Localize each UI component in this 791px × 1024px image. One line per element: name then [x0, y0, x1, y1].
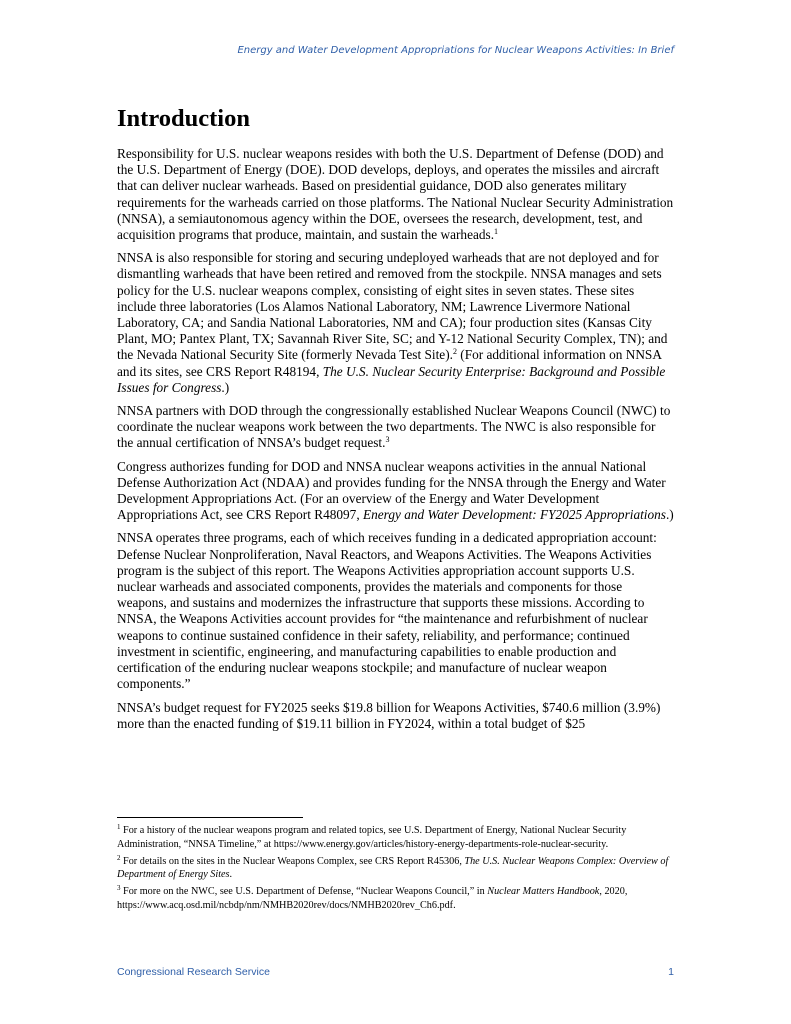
footnote-1-text: For a history of the nuclear weapons program and related topics, see U.S. Department of Energy, National Nuclear Security Administration, “NNSA Timeline,” at https://www.energy.gov/articles/history-energy-departments-role-nuclear-security.: [117, 825, 627, 850]
footer-organization: Congressional Research Service: [117, 966, 270, 978]
footnote-1: [117, 824, 675, 852]
report-title-r48097: Energy and Water Development: FY2025 Appropriations: [362, 507, 666, 523]
paragraph-1-text: Responsibility for U.S. nuclear weapons resides with both the U.S. Department of Defense (DOD) and the U.S. Department of Energy (DOE). DOD develops, deploys, and operates the missiles and aircraft that can deliver nuclear warheads. Based on presidential guidance, DOD also generates military requirements for the warheads carried on those platforms. The National Nuclear Security Administration (NNSA), a semiautonomous agency within the DOE, oversees the research, development, test, and acquisition programs that produce, maintain, and sustain the warheads.: [117, 146, 674, 243]
footnote-2-text-b: .: [229, 869, 233, 881]
paragraph-6: NNSA’s budget request for FY2025 seeks $19.8 billion for Weapons Activities, $740.6 million (3.9%) more than the enacted funding of $19.11 billion in FY2024, within a total budget of $25: [117, 699, 661, 731]
footnotes: [117, 824, 675, 916]
footnote-ref-2[interactable]: 2: [452, 347, 457, 357]
section-heading: Introduction: [117, 105, 250, 132]
footnote-3-text-a: For more on the NWC, see U.S. Department of Defense, “Nuclear Weapons Council,” in: [120, 886, 488, 898]
running-header: Energy and Water Development Appropriations for Nuclear Weapons Activities: In Brief: [237, 45, 674, 56]
paragraph-2-text-b: (For additional information on NNSA and its sites, see CRS Report R48194,: [117, 347, 662, 379]
footnote-1-number: 1: [117, 823, 121, 831]
report-title-r48194: The U.S. Nuclear Security Enterprise: Background and Possible Issues for Congress: [117, 363, 666, 395]
footnote-3: [117, 885, 675, 913]
footnote-divider: [117, 817, 303, 818]
page-number: 1: [668, 966, 674, 978]
paragraph-5: NNSA operates three programs, each of which receives funding in a dedicated appropriation account: Defense Nuclear Nonproliferation, Naval Reactors, and Weapons Activities. The Weapons Activities program is the subject of this report. The Weapons Activities appropriation account supports U.S. nuclear warheads and associated components, provides the materials and components for those weapons, and sustains and modernizes the infrastructure that supports these missions. According to NNSA, the Weapons Activities account provides for “the maintenance and refurbishment of nuclear weapons to continue sustained confidence in their safety, reliability, and performance; continued investment in scientific, engineering, and manufacturing capabilities to enable production and certification of the enduring nuclear weapons stockpile; and manufacture of nuclear weapon components.”: [117, 530, 657, 692]
footnote-ref-3[interactable]: 3: [385, 435, 390, 445]
footnote-ref-1[interactable]: 1: [494, 227, 499, 237]
footnote-3-text-b: , 2020, https://www.acq.osd.mil/ncbdp/nm/NMHB2020rev/docs/NMHB2020rev_Ch6.pdf.: [117, 886, 628, 911]
paragraph-4: [117, 459, 675, 524]
paragraph-2-text-c: .): [221, 379, 230, 395]
footnote-2-title: The U.S. Nuclear Weapons Complex: Overview of Department of Energy Sites: [117, 855, 669, 881]
paragraph-3: [117, 403, 675, 452]
footnote-2-text-a: For details on the sites in the Nuclear Weapons Complex, see CRS Report R45306,: [120, 855, 465, 867]
footnote-3-title: Nuclear Matters Handbook: [487, 886, 600, 898]
footnote-2: [117, 855, 675, 883]
paragraph-2-text-a: NNSA is also responsible for storing and securing undeployed warheads that are not deployed and for dismantling warheads that have been retired and removed from the stockpile. NNSA manages and sets policy for the U.S. nuclear weapons complex, consisting of eight sites in seven states. These sites include three laboratories (Los Alamos National Laboratory, NM; Lawrence Livermore National Laboratory, CA; and Sandia National Laboratories, NM and CA); four production sites (Kansas City Plant, MO; Pantex Plant, TX; Savannah River Site, SC; and Y-12 National Security Complex, TN); and the Nevada National Security Site (formerly Nevada Test Site).: [117, 250, 668, 363]
paragraph-3-text: NNSA partners with DOD through the congressionally established Nuclear Weapons Council (NWC) to coordinate the nuclear weapons work between the two departments. The NWC is also responsible for the annual certification of NNSA’s budget request.: [117, 403, 671, 451]
paragraph-1: [117, 146, 675, 243]
paragraph-4-text-a: Congress authorizes funding for DOD and NNSA nuclear weapons activities in the annual National Defense Authorization Act (NDAA) and provides funding for the NNSA through the Energy and Water Development Appropriations Act. (For an overview of the Energy and Water Development Appropriations Act, see CRS Report R48097,: [117, 458, 666, 523]
footnote-2-number: 2: [117, 853, 121, 862]
body-text: [117, 146, 675, 739]
footnote-3-number: 3: [117, 884, 121, 893]
paragraph-4-text-b: .): [665, 507, 674, 523]
paragraph-2: [117, 250, 675, 396]
